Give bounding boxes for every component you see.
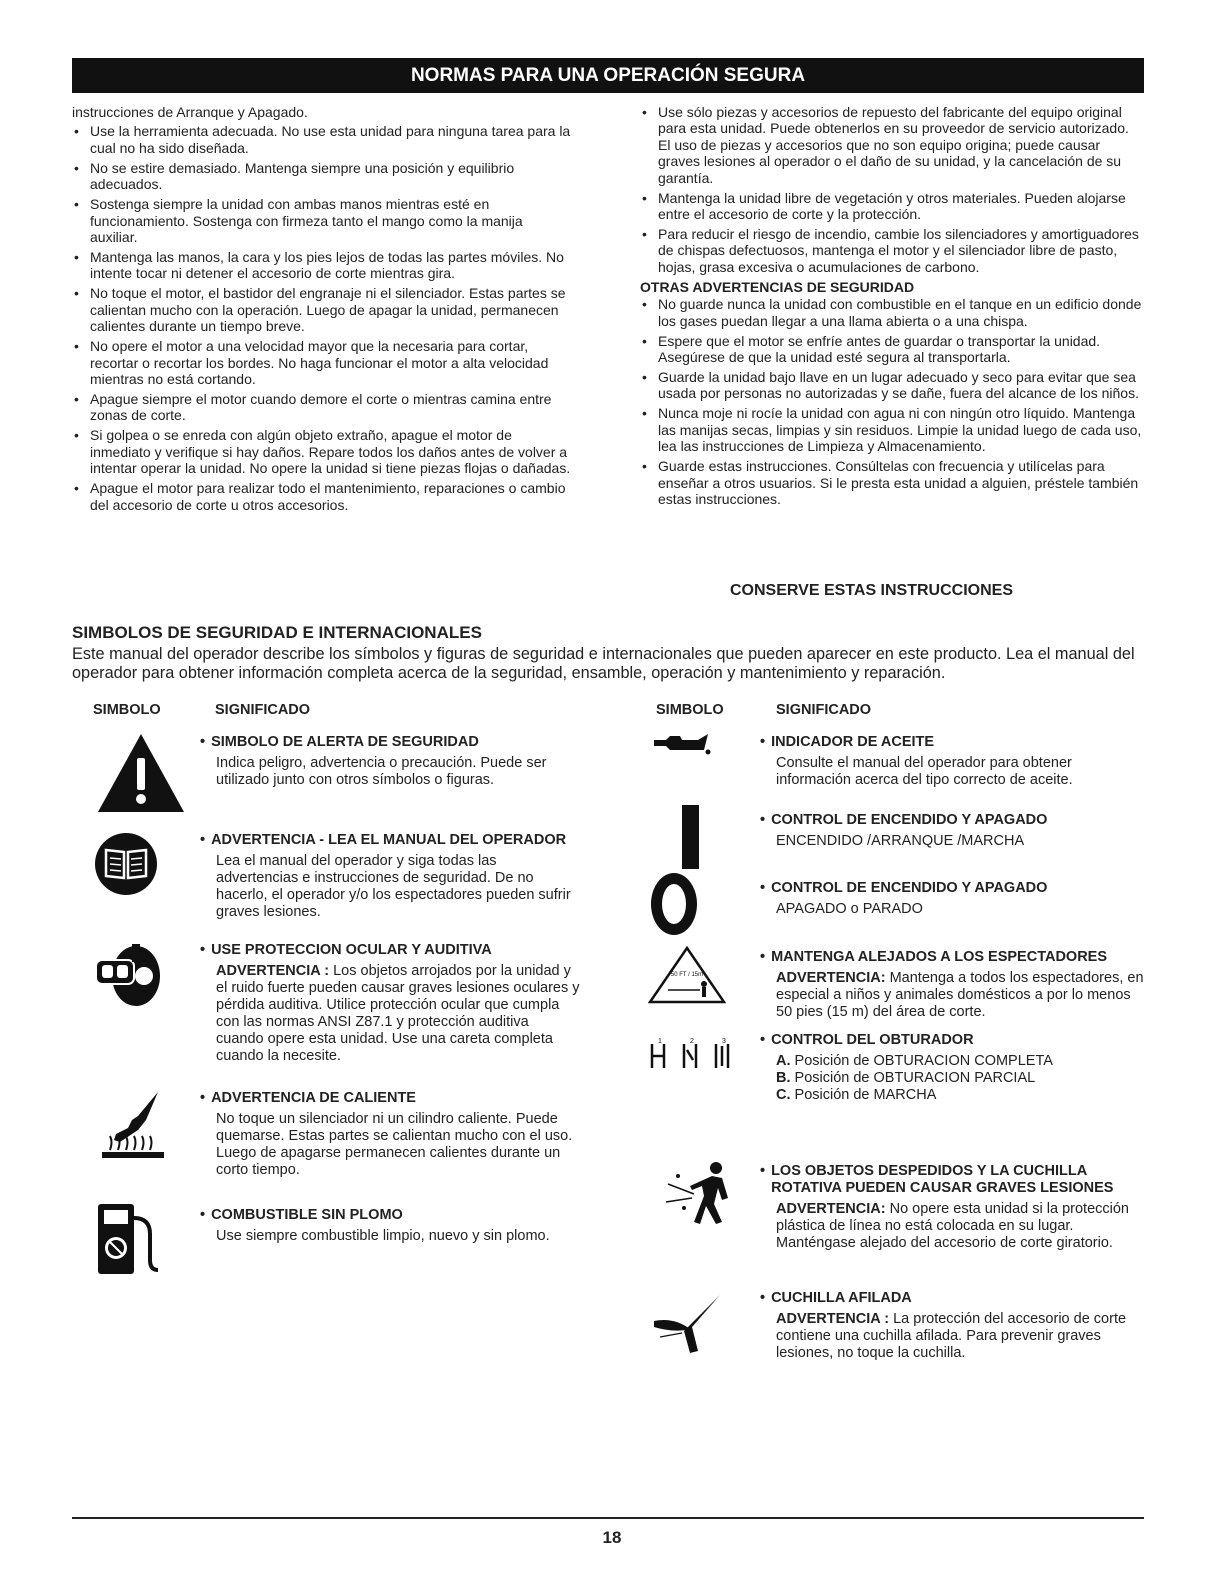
- list-item: • Espere que el motor se enfríe antes de guardar o transportar la unidad. Asegúrese de que la unidad esté segura al transportarla.: [640, 333, 1145, 366]
- symbol-entry-bystanders: • MANTENGA ALEJADOS A LOS ESPECTADORES ADVERTENCIA: Mantenga a todos los espectadores, en especial a niños y animales domésticos a por lo menos 50 pies (15 m) del área de corte.: [760, 949, 1144, 1020]
- entry-title: CONTROL DE ENCENDIDO Y APAGADO: [771, 812, 1048, 828]
- sharp-blade-icon: [652, 1293, 722, 1355]
- on-symbol-icon: [682, 805, 699, 869]
- other-warnings-heading: OTRAS ADVERTENCIAS DE SEGURIDAD: [640, 278, 915, 295]
- left-intro: instrucciones de Arranque y Apagado.: [72, 104, 308, 120]
- left-meaning-col-header: SIGNIFICADO: [215, 702, 311, 718]
- entry-title: CONTROL DEL OBTURADOR: [771, 1032, 974, 1048]
- list-item: • No opere el motor a una velocidad mayor que la necesaria para cortar, recortar o recortar los bordes. No haga funcionar el motor a alta velocidad mientras no está cortando.: [72, 338, 572, 387]
- entry-title: COMBUSTIBLE SIN PLOMO: [211, 1207, 403, 1223]
- choke-item-value: Posición de MARCHA: [794, 1087, 937, 1103]
- entry-text: Lea el manual del operador y siga todas las advertencias e instrucciones de seguridad. De no hacerlo, el operador y/o los espectadores pueden sufrir graves lesiones.: [216, 853, 571, 920]
- keep-bystanders-away-icon: [648, 946, 726, 1004]
- right-meaning-col-header: SIGNIFICADO: [776, 702, 872, 718]
- oil-indicator-icon: [652, 730, 712, 758]
- entry-title: SIMBOLO DE ALERTA DE SEGURIDAD: [211, 734, 479, 750]
- symbol-entry-off-control: • CONTROL DE ENCENDIDO Y APAGADO APAGADO o PARADO: [760, 880, 1048, 917]
- symbol-entry-choke-control: • CONTROL DEL OBTURADOR A. Posición de OBTURACION COMPLETA B. Posición de OBTURACION PARCIAL C. Posición de MARCHA: [760, 1032, 1145, 1104]
- symbol-entry-hot-surface: • ADVERTENCIA DE CALIENTE No toque un silenciador ni un cilindro caliente. Puede quemarse. Estas partes se calientan mucho con el uso. Luego de apagarse permanecen calientes durante un corto tiempo.: [200, 1090, 573, 1178]
- symbol-entry-sharp-blade: • CUCHILLA AFILADA ADVERTENCIA : La protección del accesorio de corte contiene una cuchilla afilada. Para prevenir graves lesiones, no toque la cuchilla.: [760, 1290, 1127, 1361]
- entry-title: USE PROTECCION OCULAR Y AUDITIVA: [211, 942, 492, 958]
- choke-item-value: Posición de OBTURACION PARCIAL: [794, 1070, 1036, 1086]
- list-item: • Nunca moje ni rocíe la unidad con agua ni con ningún otro líquido. Mantenga las manijas secas, limpias y sin residuos. Limpie la unidad luego de cada uso, lea las instrucciones de Limpieza y Almacenamiento.: [640, 405, 1145, 454]
- entry-text: No toque un silenciador ni un cilindro caliente. Puede quemarse. Estas partes se calientan mucho con el uso. Luego de apagarse permanecen calientes durante un corto tiempo.: [216, 1111, 573, 1178]
- list-item: • Para reducir el riesgo de incendio, cambie los silenciadores y amortiguadores de chispas defectuosos, mantenga el motor y el silenciador libre de pasto, hojas, grasa excesiva o acumulaciones de carbono.: [640, 226, 1145, 275]
- entry-title: ADVERTENCIA - LEA EL MANUAL DEL OPERADOR: [211, 832, 567, 848]
- symbols-section-title: SIMBOLOS DE SEGURIDAD E INTERNACIONALES: [72, 623, 482, 642]
- entry-text: Los objetos arrojados por la unidad y el ruido fuerte pueden causar graves lesiones oculares y pérdida auditiva. Utilice protección ocular que cumpla con las normas ANSI Z87.1 y protección auditiva cuando opere esta unidad. Use una careta completa cuando la necesite.: [216, 963, 580, 1064]
- choke-item-key: C.: [776, 1087, 791, 1103]
- hot-surface-icon: [98, 1090, 168, 1162]
- choke-item: [776, 1087, 1145, 1104]
- symbol-entry-read-manual: • ADVERTENCIA - LEA EL MANUAL DEL OPERADOR Lea el manual del operador y siga todas las advertencias e instrucciones de seguridad. De no hacerlo, el operador y/o los espectadores pueden sufrir graves lesiones.: [200, 832, 571, 920]
- bystander-distance-label: 50 FT / 15m: [670, 972, 704, 978]
- entry-text: ENCENDIDO /ARRANQUE /MARCHA: [776, 833, 1025, 849]
- list-item: • Mantenga la unidad libre de vegetación y otros materiales. Pueden alojarse entre el accesorio de corte y la protección.: [640, 190, 1145, 223]
- other-warnings-list: [640, 296, 1145, 507]
- entry-title: LOS OBJETOS DESPEDIDOS Y LA CUCHILLA ROTATIVA PUEDEN CAUSAR GRAVES LESIONES: [771, 1163, 1114, 1196]
- entry-text: Consulte el manual del operador para obtener información acerca del tipo correcto de aceite.: [776, 755, 1073, 788]
- entry-text: APAGADO o PARADO: [776, 901, 923, 917]
- choke-item-key: B.: [776, 1070, 791, 1086]
- list-item: • Apague el motor para realizar todo el mantenimiento, reparaciones o cambio del accesorio de corte u otros accesorios.: [72, 480, 572, 513]
- page-number: 18: [602, 1528, 622, 1547]
- list-item: • Use sólo piezas y accesorios de repuesto del fabricante del equipo original para esta unidad. Puede obtenerlos en su proveedor de servicio autorizado. El uso de piezas y accesorios que no son equipo origina; puede causar graves lesiones al operador o el daño de su unidad, y la cancelación de su garantía.: [640, 104, 1145, 186]
- symbol-entry-eye-ear-protection: • USE PROTECCION OCULAR Y AUDITIVA ADVERTENCIA : Los objetos arrojados por la unidad y el ruido fuerte pueden causar graves lesiones oculares y pérdida auditiva. Utilice protección ocular que cumpla con las normas ANSI Z87.1 y protección auditiva cuando opere esta unidad. Use una careta completa cuando la necesite.: [200, 942, 580, 1064]
- choke-item-key: A.: [776, 1053, 791, 1069]
- symbol-entry-thrown-objects: • LOS OBJETOS DESPEDIDOS Y LA CUCHILLA ROTATIVA PUEDEN CAUSAR GRAVES LESIONES ADVERTENCIA: No opere esta unidad si la protección plástica de línea no está colocada en su lugar. Manténgase alejado del accesorio de corte giratorio.: [760, 1163, 1145, 1252]
- entry-text: No opere esta unidad si la protección plástica de línea no está colocada en su lugar. Manténgase alejado del accesorio de corte giratorio.: [776, 1201, 1129, 1251]
- entry-title: ADVERTENCIA DE CALIENTE: [211, 1090, 416, 1106]
- entry-title: INDICADOR DE ACEITE: [771, 734, 935, 750]
- symbol-entry-on-control: • CONTROL DE ENCENDIDO Y APAGADO ENCENDIDO /ARRANQUE /MARCHA: [760, 812, 1048, 849]
- footer-divider: [72, 1517, 1144, 1519]
- off-symbol-icon: [651, 873, 697, 935]
- entry-warning-label: ADVERTENCIA :: [776, 1311, 890, 1327]
- safety-alert-icon: [96, 732, 186, 814]
- list-item: • Use la herramienta adecuada. No use esta unidad para ninguna tarea para la cual no ha sido diseñada.: [72, 123, 572, 156]
- left-column: [72, 104, 572, 517]
- choke-item: [776, 1053, 1145, 1070]
- list-item: • Apague siempre el motor cuando demore el corte o mientras camina entre zonas de corte.: [72, 391, 572, 424]
- right-column: [640, 104, 1145, 511]
- entry-warning-label: ADVERTENCIA :: [216, 963, 330, 979]
- entry-text: La protección del accesorio de corte contiene una cuchilla afilada. Para prevenir graves lesiones, no toque la cuchilla.: [776, 1311, 1127, 1361]
- symbol-entry-unleaded-fuel: • COMBUSTIBLE SIN PLOMO Use siempre combustible limpio, nuevo y sin plomo.: [200, 1207, 550, 1244]
- entry-title: MANTENGA ALEJADOS A LOS ESPECTADORES: [771, 949, 1108, 965]
- conserve-instructions: CONSERVE ESTAS INSTRUCCIONES: [730, 582, 1014, 599]
- choke-position-3: 3: [722, 1038, 726, 1045]
- read-manual-icon: [94, 832, 158, 896]
- eye-ear-protection-icon: [92, 942, 166, 1008]
- left-bullet-list: [72, 123, 572, 513]
- list-item: • Guarde estas instrucciones. Consúltelas con frecuencia y utilícelas para enseñar a otros usuarios. Si le presta esta unidad a alguien, préstele también estas instrucciones.: [640, 458, 1145, 507]
- list-item: • Guarde la unidad bajo llave en un lugar adecuado y seco para evitar que sea usada por personas no autorizadas y se dañe, fuera del alcance de los niños.: [640, 369, 1145, 402]
- symbol-entry-oil-indicator: • INDICADOR DE ACEITE Consulte el manual del operador para obtener información acerca del tipo correcto de aceite.: [760, 734, 1073, 788]
- entry-title: CUCHILLA AFILADA: [771, 1290, 912, 1306]
- right-symbol-col-header: SIMBOLO: [656, 702, 724, 718]
- entry-text: Mantenga a todos los espectadores, en especial a niños y animales domésticos a por lo menos 50 pies (15 m) del área de corte.: [776, 970, 1144, 1020]
- right-bullet-list: [640, 104, 1145, 275]
- list-item: • No se estire demasiado. Mantenga siempre una posición y equilibrio adecuados.: [72, 160, 572, 193]
- list-item: • Mantenga las manos, la cara y los pies lejos de todas las partes móviles. No intente tocar ni detener el accesorio de corte mientras gira.: [72, 249, 572, 282]
- list-item: • Sostenga siempre la unidad con ambas manos mientras esté en funcionamiento. Sostenga con firmeza tanto el mango como la manija auxiliar.: [72, 196, 572, 245]
- unleaded-fuel-icon: [92, 1198, 162, 1280]
- choke-item: [776, 1070, 1145, 1087]
- entry-warning-label: ADVERTENCIA:: [776, 1201, 886, 1217]
- entry-title: CONTROL DE ENCENDIDO Y APAGADO: [771, 880, 1048, 896]
- symbols-section-intro: Este manual del operador describe los símbolos y figuras de seguridad e internacionales que pueden aparecer en este producto. Lea el manual del operador para obtener información completa acerca de la seguridad, ensamble, operación y mantenimiento y reparación.: [72, 645, 1135, 682]
- choke-position-1: 1: [658, 1038, 662, 1045]
- symbol-entry-safety-alert: • SIMBOLO DE ALERTA DE SEGURIDAD Indica peligro, advertencia o precaución. Puede ser utilizado junto con otros símbolos o figuras.: [200, 734, 547, 788]
- choke-position-2: 2: [690, 1038, 694, 1045]
- left-symbol-col-header: SIMBOLO: [93, 702, 161, 718]
- list-item: • Si golpea o se enreda con algún objeto extraño, apague el motor de inmediato y verifique si hay daños. Repare todos los daños antes de volver a intentar operar la unidad. No opere la unidad si tiene piezas flojas o dañadas.: [72, 427, 572, 476]
- entry-text: Indica peligro, advertencia o precaución. Puede ser utilizado junto con otros símbolos o figuras.: [216, 755, 547, 788]
- page-header: NORMAS PARA UNA OPERACIÓN SEGURA: [72, 58, 1144, 93]
- choke-item-value: Posición de OBTURACION COMPLETA: [794, 1053, 1053, 1069]
- thrown-objects-icon: [664, 1160, 742, 1232]
- choke-control-icon: [650, 1036, 745, 1072]
- entry-warning-label: ADVERTENCIA:: [776, 970, 886, 986]
- list-item: • No guarde nunca la unidad con combustible en el tanque en un edificio donde los gases puedan llegar a una llama abierta o a una chispa.: [640, 296, 1145, 329]
- entry-text: Use siempre combustible limpio, nuevo y sin plomo.: [216, 1228, 550, 1244]
- list-item: • No toque el motor, el bastidor del engranaje ni el silenciador. Estas partes se calientan mucho con la operación. Luego de apagar la unidad, permanecen calientes durante un tiempo breve.: [72, 285, 572, 334]
